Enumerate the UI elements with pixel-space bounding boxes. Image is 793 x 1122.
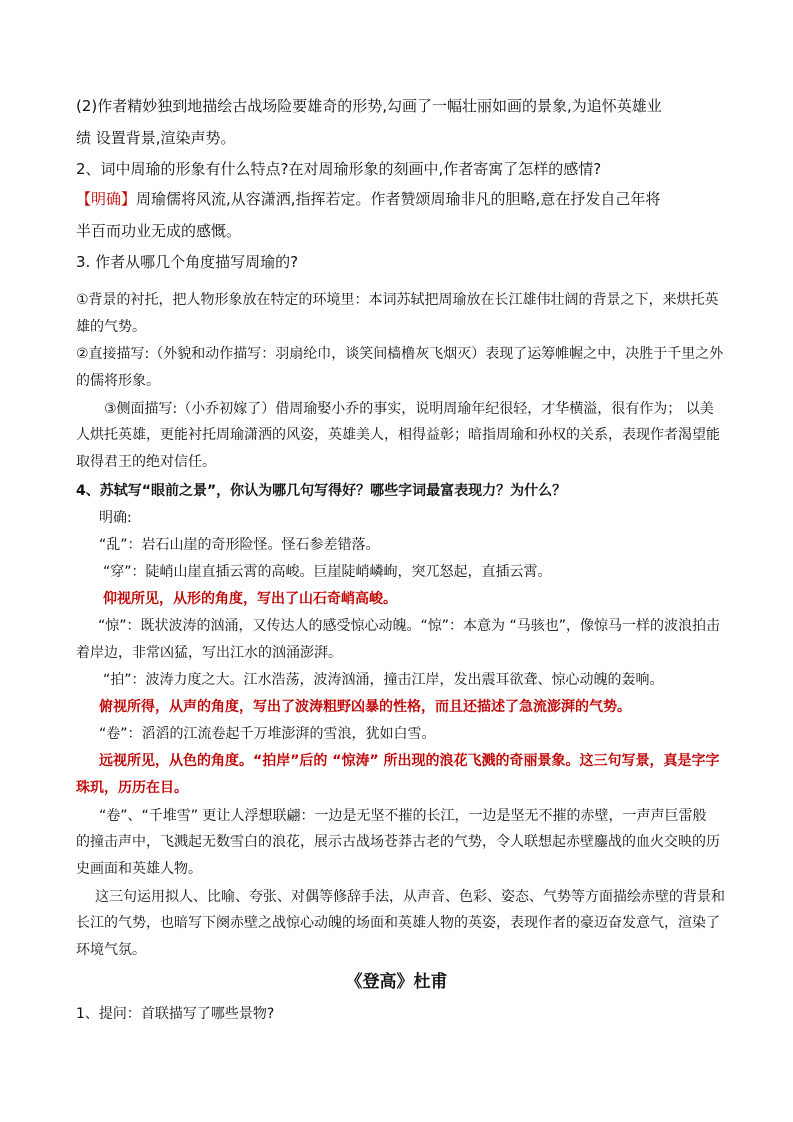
- text-line: [103, 562, 552, 582]
- text-line: [76, 643, 342, 663]
- line-text: 4、苏轼写“眼前之景”，你认为哪几句写得好？哪些字词最富表现力？为什么？: [76, 483, 567, 499]
- text-line: [76, 159, 601, 179]
- line-text: 雄的气势。: [76, 319, 146, 335]
- text-line: [95, 887, 725, 907]
- line-text: 仰视所见，从形的角度，写出了山石奇峭高峻。: [103, 591, 397, 607]
- text-line: [76, 189, 660, 209]
- text-line: [76, 425, 720, 445]
- line-text: “乱”：岩石山崖的奇形险怪。怪石参差错落。: [99, 537, 380, 553]
- text-line: [99, 751, 720, 771]
- text-line: [76, 778, 188, 798]
- line-text: 周瑜儒将风流,从容潇洒,指挥若定。作者赞颂周瑜非凡的胆略,意在抒发自己年将: [136, 190, 661, 208]
- line-text: 的撞击声中，飞溅起无数雪白的浪花，展示古战场苍莽古老的气势，令人联想起赤壁鏖战的血火交映的历: [76, 834, 720, 850]
- line-text: 明确:: [99, 510, 132, 526]
- line-text: 俯视所得，从声的角度，写出了波涛粗野凶暴的性格，而且还描述了急流澎湃的气势。: [99, 699, 631, 715]
- text-line: [76, 290, 719, 310]
- text-line: [76, 128, 236, 148]
- line-text: 2、词中周瑜的形象有什么特点?在对周瑜形象的刻画中,作者寄寓了怎样的感情?: [76, 160, 602, 178]
- line-text: “拍”：波涛力度之大。江水浩荡，波涛汹涌，撞击江岸，发出震耳欲聋、惊心动魄的轰响。: [103, 672, 664, 688]
- line-text: 的儒将形象。: [76, 373, 160, 389]
- answer-tag: 【明确】: [76, 190, 137, 208]
- line-text: “卷”、“千堆雪” 更让人浮想联翩：一边是无坚不摧的长江，一边是坚无不摧的赤壁，一声声巨雷般: [99, 808, 707, 824]
- text-line: [76, 317, 146, 337]
- text-line: [76, 221, 241, 241]
- text-line: [76, 96, 662, 116]
- text-line: [104, 399, 714, 419]
- text-line: [99, 697, 631, 717]
- text-line: [76, 344, 723, 364]
- line-text: 长江的气势，也暗写下阕赤壁之战惊心动魄的场面和英雄人物的英姿，表现作者的豪迈奋发意气，渲染了: [76, 915, 720, 931]
- text-line: [76, 832, 720, 852]
- text-line: [99, 508, 132, 528]
- line-text: 人烘托英雄，更能衬托周瑜潇洒的风姿，英雄美人，相得益彰；暗指周瑜和孙权的关系，表现作者渴望能: [76, 427, 720, 443]
- text-line: [99, 724, 436, 744]
- line-text: 取得君王的绝对信任。: [76, 454, 216, 470]
- line-text: 绩 设置背景,渲染声势。: [76, 129, 236, 147]
- line-text: 史画面和英雄人物。: [76, 861, 202, 877]
- line-text: (2)作者精妙独到地描绘古战场险要雄奇的形势,勾画了一幅壮丽如画的景象,为追怀英雄业: [76, 97, 662, 115]
- text-line: [103, 670, 664, 690]
- line-text: 半百而功业无成的感慨。: [76, 222, 242, 240]
- line-text: 3. 作者从哪几个角度描写周瑜的?: [76, 253, 299, 271]
- line-text: “穿”：陡峭山崖直插云霄的高峻。巨崖陡峭嶙峋，突兀怒起，直插云霄。: [103, 564, 552, 580]
- text-line: [76, 859, 202, 879]
- text-line: [99, 806, 706, 826]
- question-line: 1、提问：首联描写了哪些景物?: [76, 1006, 275, 1022]
- text-line: [76, 940, 146, 960]
- text-line: [103, 589, 397, 609]
- line-text: 环境气氛。: [76, 942, 146, 958]
- text-line: [76, 452, 216, 472]
- text-line: [76, 252, 298, 272]
- line-text: 这三句运用拟人、比喻、夸张、对偶等修辞手法，从声音、色彩、姿态、气势等方面描绘赤壁的背景和: [95, 889, 725, 905]
- text-line: [76, 913, 720, 933]
- line-text: ③侧面描写:（小乔初嫁了）借周瑜娶小乔的事实，说明周瑜年纪很轻，才华横溢，很有作为； 以美: [104, 401, 714, 417]
- line-text: 远视所见，从色的角度。“拍岸”后的 “惊涛” 所出现的浪花飞溅的奇丽景象。这三句写景，真是字字: [99, 753, 720, 769]
- text-line: [76, 371, 160, 391]
- text-line: [76, 481, 566, 501]
- line-text: 珠玑，历历在目。: [76, 780, 188, 796]
- line-text: “惊”：既状波涛的汹涌，又传达人的感受惊心动魄。“惊”：本意为 “马骇也”，像惊马一样的波浪拍击: [98, 618, 720, 634]
- line-text: ②直接描写:（外貌和动作描写：羽扇纶巾，谈笑间樯橹灰飞烟灭）表现了运筹帷幄之中，决胜于千里之外: [76, 346, 724, 362]
- line-text: ①背景的衬托，把人物形象放在特定的环境里：本词苏轼把周瑜放在长江雄伟壮阔的背景之下，来烘托英: [76, 292, 719, 308]
- text-line: [99, 535, 380, 555]
- line-text: “卷”：滔滔的江流卷起千万堆澎湃的雪浪，犹如白雪。: [99, 726, 436, 742]
- section-title: 《登高》杜甫: [345, 972, 448, 992]
- line-text: 着岸边，非常凶猛，写出江水的汹涌澎湃。: [76, 645, 342, 661]
- text-line: [98, 616, 720, 636]
